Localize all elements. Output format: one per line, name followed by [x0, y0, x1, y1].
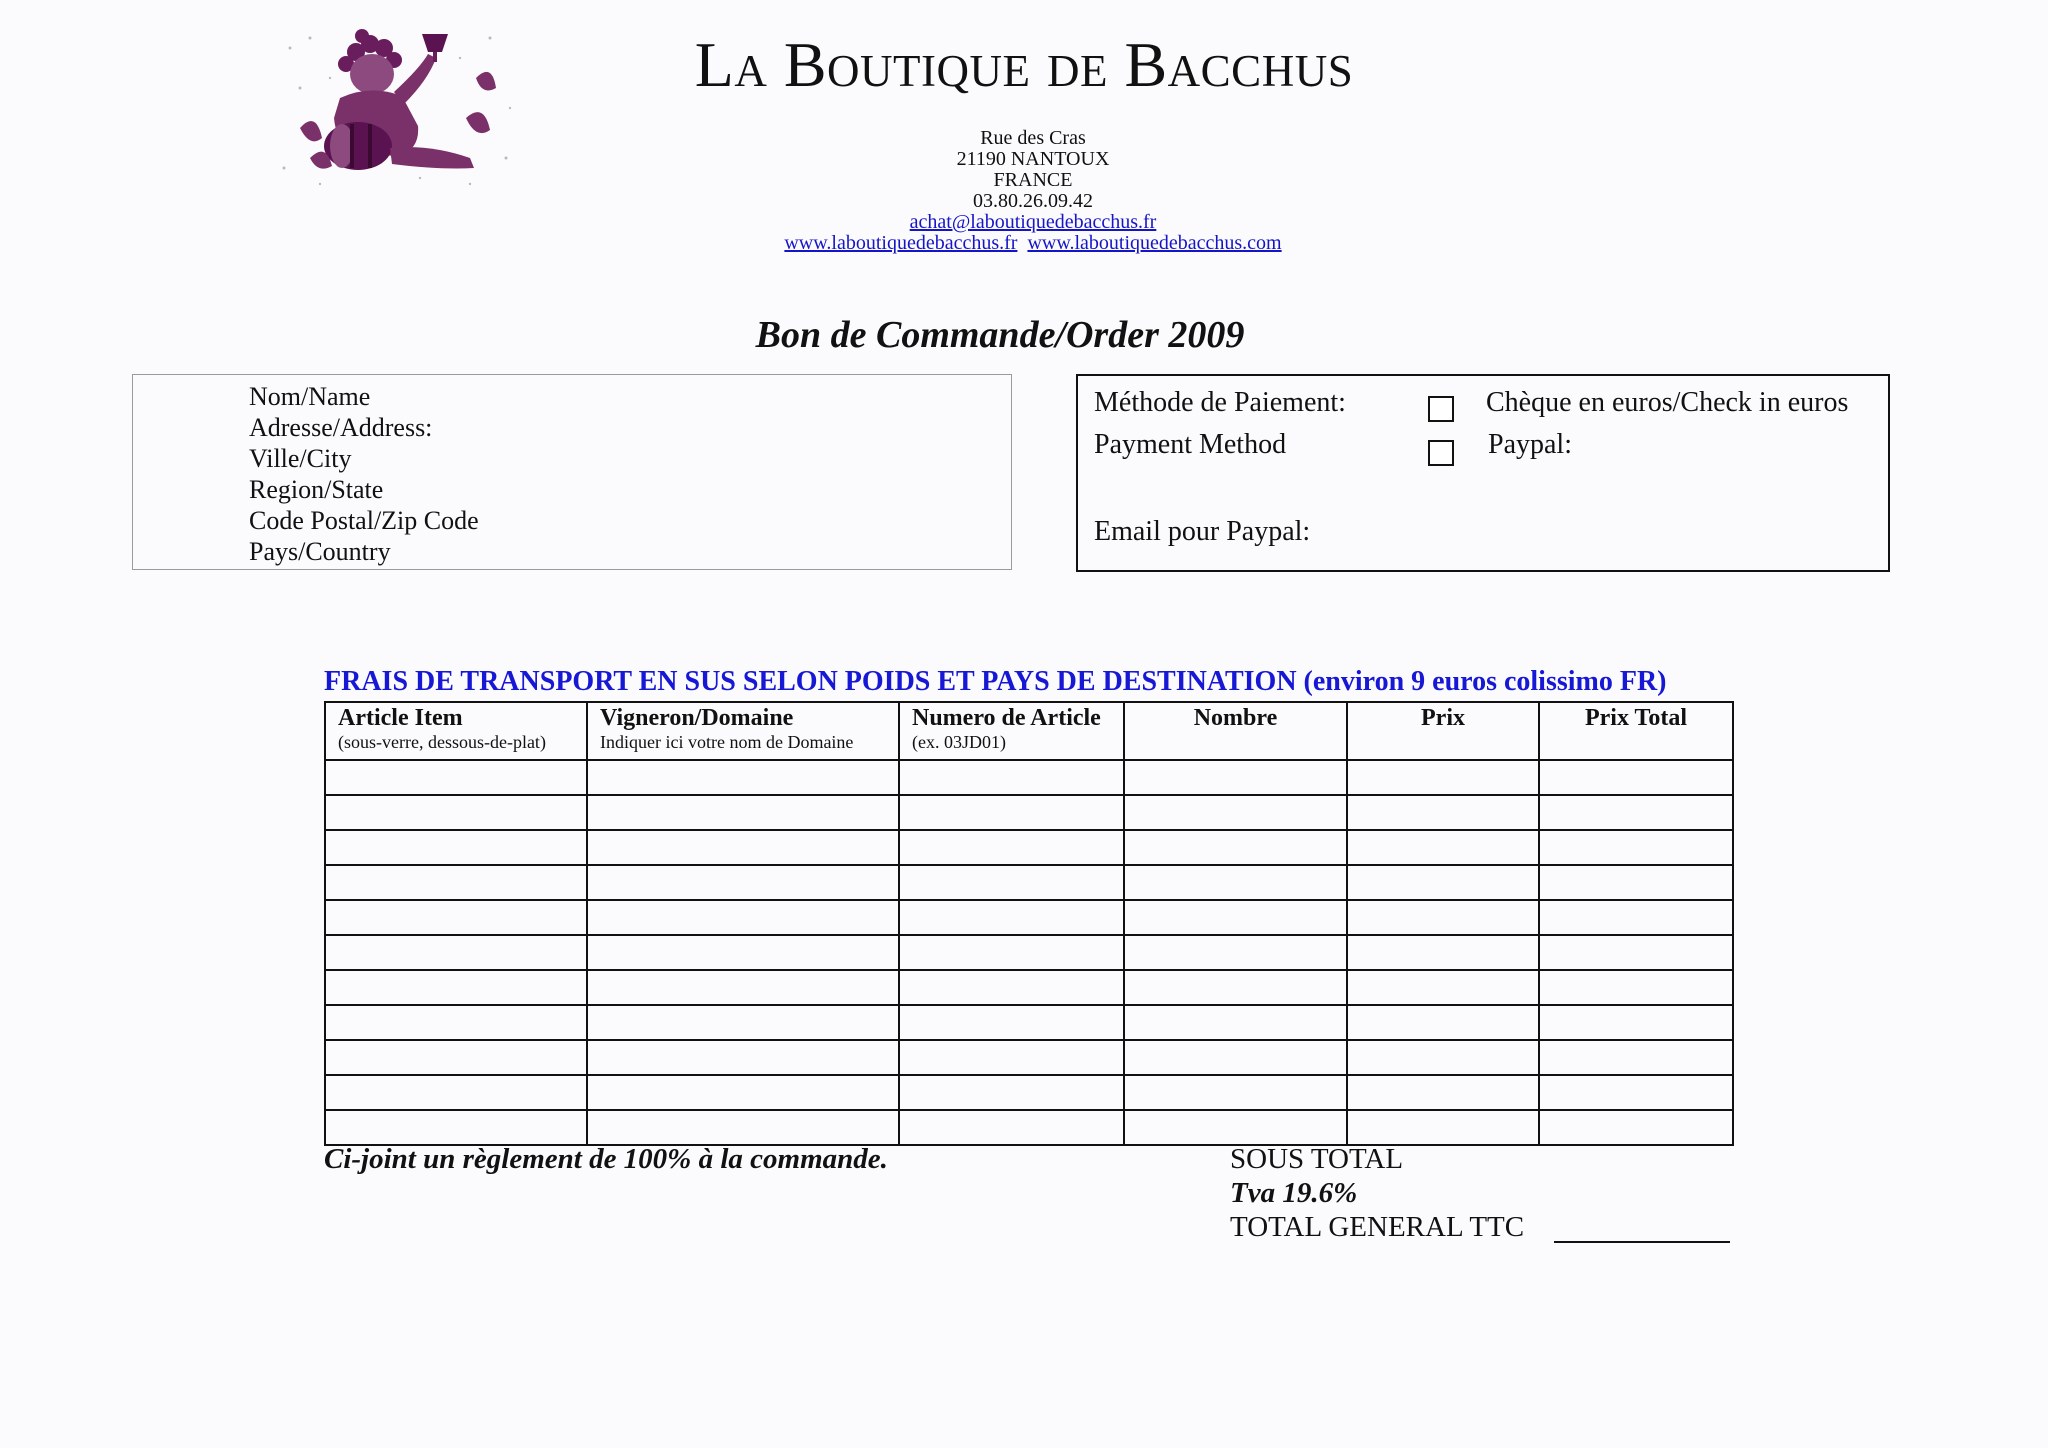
table-row: [325, 830, 1733, 865]
cell-article[interactable]: [325, 935, 587, 970]
cell-quantity[interactable]: [1124, 900, 1347, 935]
cell-article[interactable]: [325, 1040, 587, 1075]
cell-price[interactable]: [1347, 900, 1539, 935]
cell-vigneron[interactable]: [587, 830, 899, 865]
cell-vigneron[interactable]: [587, 760, 899, 795]
table-row: [325, 865, 1733, 900]
paypal-payment-checkbox[interactable]: [1428, 440, 1454, 466]
cell-quantity[interactable]: [1124, 1110, 1347, 1145]
cell-quantity[interactable]: [1124, 830, 1347, 865]
cell-article-number[interactable]: [899, 935, 1124, 970]
column-header-quantity: Nombre: [1124, 702, 1347, 760]
cell-article-number[interactable]: [899, 1040, 1124, 1075]
cell-quantity[interactable]: [1124, 760, 1347, 795]
cell-total-price[interactable]: [1539, 1005, 1733, 1040]
customer-info-box: [132, 374, 1012, 570]
cell-quantity[interactable]: [1124, 865, 1347, 900]
cell-total-price[interactable]: [1539, 970, 1733, 1005]
cell-article[interactable]: [325, 1110, 587, 1145]
shop-title: La Boutique de Bacchus: [694, 29, 1354, 100]
table-row: [325, 970, 1733, 1005]
table-row: [325, 1040, 1733, 1075]
cell-price[interactable]: [1347, 1040, 1539, 1075]
table-row: [325, 1005, 1733, 1040]
table-row: [325, 795, 1733, 830]
cell-price[interactable]: [1347, 970, 1539, 1005]
cell-article-number[interactable]: [899, 830, 1124, 865]
cell-quantity[interactable]: [1124, 935, 1347, 970]
cell-vigneron[interactable]: [587, 1075, 899, 1110]
table-row: [325, 1110, 1733, 1145]
cell-vigneron[interactable]: [587, 1110, 899, 1145]
column-header-total-price: Prix Total: [1539, 702, 1733, 760]
address-field-label: Adresse/Address:: [249, 413, 433, 442]
cell-article[interactable]: [325, 900, 587, 935]
country: FRANCE: [993, 169, 1073, 191]
website-com-link[interactable]: www.laboutiquedebacchus.com: [1027, 232, 1282, 254]
city-field-label: Ville/City: [249, 444, 352, 473]
city-postal-code: 21190 NANTOUX: [956, 148, 1110, 170]
cell-quantity[interactable]: [1124, 1005, 1347, 1040]
street-address: Rue des Cras: [980, 127, 1086, 149]
customer-fields: [249, 381, 479, 567]
cell-total-price[interactable]: [1539, 795, 1733, 830]
order-table: [324, 701, 1734, 1146]
address-block: [0, 128, 2048, 254]
cell-vigneron[interactable]: [587, 1005, 899, 1040]
column-header-vigneron: Vigneron/Domaine Indiquer ici votre nom de Domaine: [587, 702, 899, 760]
grand-total-label: TOTAL GENERAL TTC: [1230, 1211, 1525, 1243]
phone-number: 03.80.26.09.42: [973, 190, 1093, 212]
cell-quantity[interactable]: [1124, 970, 1347, 1005]
cell-article-number[interactable]: [899, 795, 1124, 830]
cell-total-price[interactable]: [1539, 900, 1733, 935]
cell-price[interactable]: [1347, 830, 1539, 865]
cell-total-price[interactable]: [1539, 1110, 1733, 1145]
cell-article[interactable]: [325, 1005, 587, 1040]
check-payment-checkbox[interactable]: [1428, 396, 1454, 422]
cell-vigneron[interactable]: [587, 1040, 899, 1075]
cell-vigneron[interactable]: [587, 795, 899, 830]
column-header-price: Prix: [1347, 702, 1539, 760]
website-fr-link[interactable]: www.laboutiquedebacchus.fr: [784, 232, 1018, 254]
payment-method-label-en: Payment Method: [1094, 429, 1287, 460]
subtotal-label: SOUS TOTAL: [1230, 1143, 1404, 1175]
cell-vigneron[interactable]: [587, 900, 899, 935]
cell-total-price[interactable]: [1539, 935, 1733, 970]
cell-total-price[interactable]: [1539, 865, 1733, 900]
cell-total-price[interactable]: [1539, 760, 1733, 795]
cell-quantity[interactable]: [1124, 1075, 1347, 1110]
cell-vigneron[interactable]: [587, 865, 899, 900]
payment-terms-note: Ci-joint un règlement de 100% à la commande.: [324, 1143, 888, 1175]
cell-article-number[interactable]: [899, 900, 1124, 935]
cell-price[interactable]: [1347, 1110, 1539, 1145]
cell-total-price[interactable]: [1539, 1040, 1733, 1075]
cell-article-number[interactable]: [899, 970, 1124, 1005]
payment-method-box: [1076, 374, 1890, 572]
cell-price[interactable]: [1347, 935, 1539, 970]
cell-price[interactable]: [1347, 760, 1539, 795]
name-field-label: Nom/Name: [249, 382, 371, 411]
cell-article-number[interactable]: [899, 1075, 1124, 1110]
cell-article-number[interactable]: [899, 1110, 1124, 1145]
check-payment-label: Chèque en euros/Check in euros: [1486, 387, 1849, 418]
cell-quantity[interactable]: [1124, 1040, 1347, 1075]
cell-article[interactable]: [325, 830, 587, 865]
cell-article-number[interactable]: [899, 760, 1124, 795]
column-header-article-number: Numero de Article (ex. 03JD01): [899, 702, 1124, 760]
table-row: [325, 1075, 1733, 1110]
form-title: Bon de Commande/Order 2009: [755, 314, 1245, 356]
cell-article-number[interactable]: [899, 1005, 1124, 1040]
cell-total-price[interactable]: [1539, 1075, 1733, 1110]
grand-total-input-line[interactable]: [1554, 1241, 1730, 1243]
cell-vigneron[interactable]: [587, 970, 899, 1005]
country-field-label: Pays/Country: [249, 537, 391, 566]
cell-article[interactable]: [325, 970, 587, 1005]
cell-quantity[interactable]: [1124, 795, 1347, 830]
cell-total-price[interactable]: [1539, 830, 1733, 865]
column-header-article: Article Item (sous-verre, dessous-de-plat): [325, 702, 587, 760]
cell-article[interactable]: [325, 795, 587, 830]
payment-method-label-fr: Méthode de Paiement:: [1094, 387, 1346, 418]
cell-price[interactable]: [1347, 1005, 1539, 1040]
table-row: [325, 935, 1733, 970]
table-row: [325, 900, 1733, 935]
email-link[interactable]: achat@laboutiquedebacchus.fr: [909, 211, 1157, 233]
cell-vigneron[interactable]: [587, 935, 899, 970]
zip-field-label: Code Postal/Zip Code: [249, 506, 479, 535]
paypal-payment-label: Paypal:: [1488, 429, 1572, 460]
cell-price[interactable]: [1347, 865, 1539, 900]
table-header-row: [325, 702, 1733, 760]
cell-price[interactable]: [1347, 1075, 1539, 1110]
cell-article[interactable]: [325, 760, 587, 795]
cell-article[interactable]: [325, 865, 587, 900]
vat-label: Tva 19.6%: [1230, 1177, 1358, 1209]
cell-price[interactable]: [1347, 795, 1539, 830]
region-field-label: Region/State: [249, 475, 384, 504]
table-row: [325, 760, 1733, 795]
cell-article[interactable]: [325, 1075, 587, 1110]
cell-article-number[interactable]: [899, 865, 1124, 900]
shipping-cost-notice: FRAIS DE TRANSPORT EN SUS SELON POIDS ET PAYS DE DESTINATION (environ 9 euros colissimo FR): [324, 666, 1667, 697]
paypal-email-label: Email pour Paypal:: [1094, 516, 1311, 547]
